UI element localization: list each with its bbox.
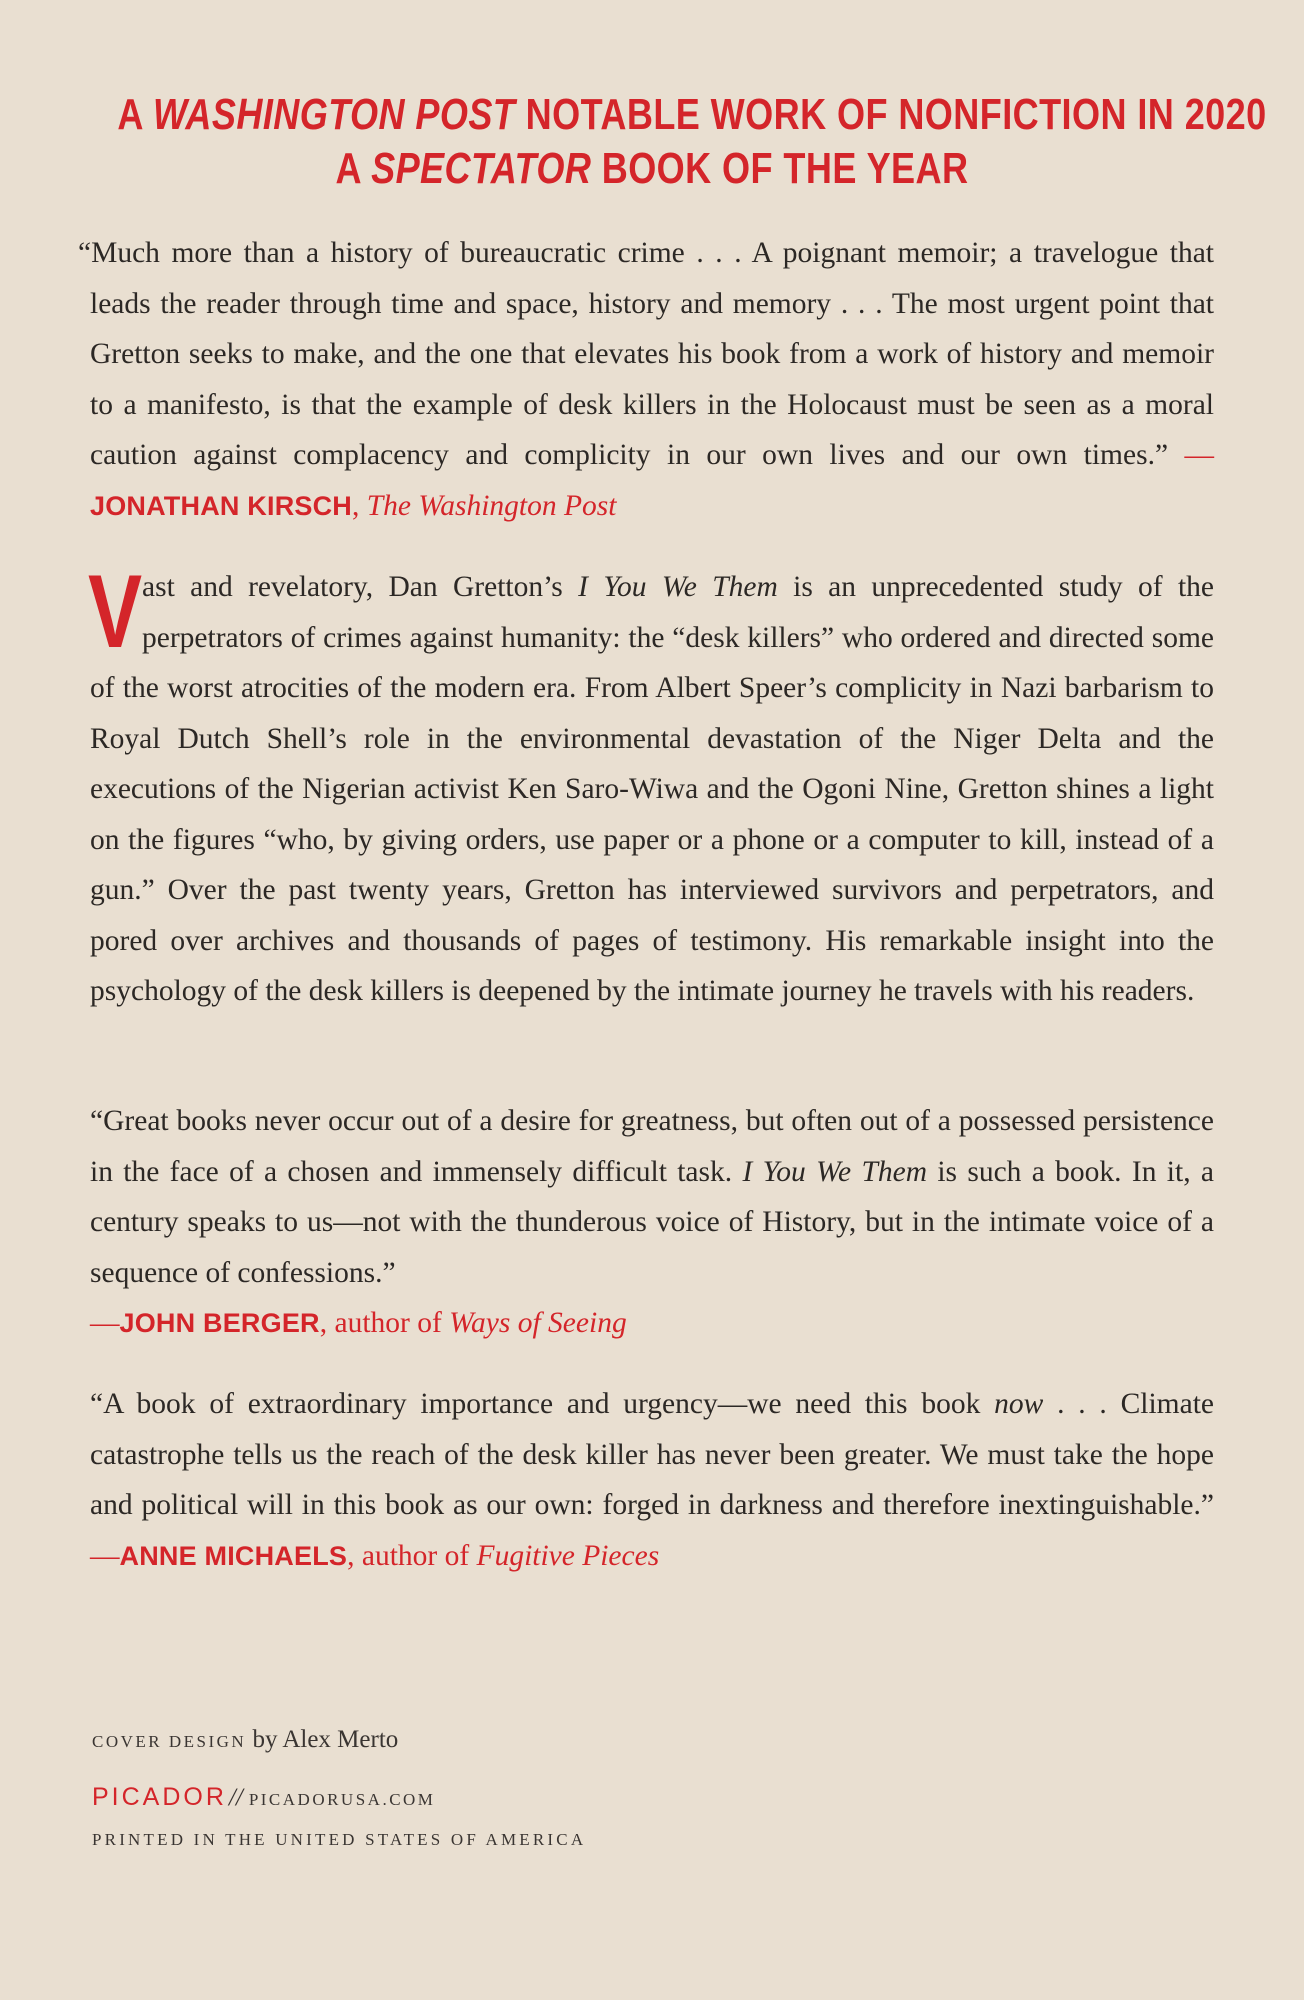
quote2-source: Ways of Seeing — [449, 1307, 627, 1339]
publisher-url: PICADORUSA.COM — [248, 1790, 436, 1809]
cover-design-name: by Alex Merto — [246, 1726, 399, 1753]
quote1-author: JONATHAN KIRSCH — [90, 490, 353, 521]
quote1-text: “Much more than a history of bureaucratic crime . . . A poignant memoir; a travelogue that leads the reader through time and space, history and memory . . . The most urgent point that Gretton seeks to make, and the one that elevates his book from a work of history and memoir to a manifesto, is that the example of desk killers in the Holocaust must be seen as a moral caution against complacency and complicity in our own lives and our own times.” — [78, 237, 1214, 471]
quote1-sep: , — [352, 489, 367, 522]
quote2-title: I You We Them — [742, 1155, 927, 1188]
banner2-publication: SPECTATOR — [371, 144, 592, 193]
quote2-author: JOHN BERGER — [119, 1308, 320, 1338]
quote2-dash: — — [90, 1307, 120, 1339]
review-quote-berger — [90, 1096, 1214, 1349]
quote3-part1: “A book of extraordinary importance and urgency—we need this book — [90, 1388, 995, 1420]
quote3-dash: — — [90, 1539, 120, 1572]
accolade-spectator — [117, 144, 1186, 194]
publisher-separator: // — [228, 1784, 243, 1811]
banner1-publication: WASHINGTON POST — [152, 90, 516, 139]
review-quote-michaels — [90, 1379, 1214, 1581]
quote1-dash: — — [1168, 439, 1214, 471]
quote3-source: Fugitive Pieces — [476, 1539, 660, 1572]
quote3-emphasis: now — [994, 1388, 1044, 1420]
banner2-rest: BOOK OF THE YEAR — [601, 144, 969, 193]
quote3-part2: . . . Climate catastrophe tells us the reach of the desk killer has never been greater. We must take the hope and political will in this book as our own: forged in darkness and therefore inextinguishable.” — [90, 1388, 1214, 1521]
book-description — [88, 554, 1214, 1017]
quote2-part1: “Great books never occur out of a desire for greatness, but often out of a possessed persistence in the face of a chosen and immensely difficult task. — [90, 1105, 1214, 1188]
cover-design-label: COVER DESIGN — [92, 1732, 247, 1751]
review-quote-kirsch — [78, 228, 1214, 531]
quote3-attribution — [90, 1540, 659, 1572]
publisher-logo: PICADOR — [92, 1783, 227, 1811]
banner1-rest: NOTABLE WORK OF NONFICTION IN 2020 — [525, 90, 1267, 139]
quote3-sep: , author of — [347, 1539, 477, 1572]
cover-design-credit — [92, 1726, 398, 1754]
quote1-source: The Washington Post — [366, 489, 617, 522]
banner1-prefix: A — [117, 90, 143, 139]
printed-in-notice: PRINTED IN THE UNITED STATES OF AMERICA — [92, 1830, 587, 1849]
quote3-author: ANNE MICHAELS — [119, 1540, 348, 1571]
banner2-prefix: A — [335, 144, 361, 193]
drop-cap: V — [88, 554, 143, 670]
description-title: I You We Them — [578, 571, 778, 603]
publisher-line — [92, 1783, 435, 1812]
description-part1: ast and revelatory, Dan Gretton’s — [142, 571, 579, 603]
accolade-washington-post — [117, 90, 1267, 140]
quote2-part2: is such a book. In it, a century speaks to us—not with the thunderous voice of History, but in the intimate voice of a sequence of confessions.” — [90, 1155, 1214, 1289]
quote2-attribution — [90, 1298, 1214, 1349]
quote2-sep: , author of — [319, 1307, 450, 1339]
description-part2: is an unprecedented study of the perpetrators of crimes against humanity: the “desk killers” who ordered and directed some of the worst atrocities of the modern era. From Albert Speer’s complicity in Nazi barbarism to Royal Dutch Shell’s role in the environmental devastation of the Niger Delta and the executions of the Nigerian activist Ken Saro-Wiwa and the Ogoni Nine, Gretton shines a light on the figures “who, by giving orders, use paper or a phone or a computer to kill, instead of a gun.” Over the past twenty years, Gretton has interviewed survivors and perpetrators, and pored over archives and thousands of pages of testimony. His remarkable insight into the psychology of the desk killers is deepened by the intimate journey he travels with his readers. — [90, 571, 1214, 1007]
